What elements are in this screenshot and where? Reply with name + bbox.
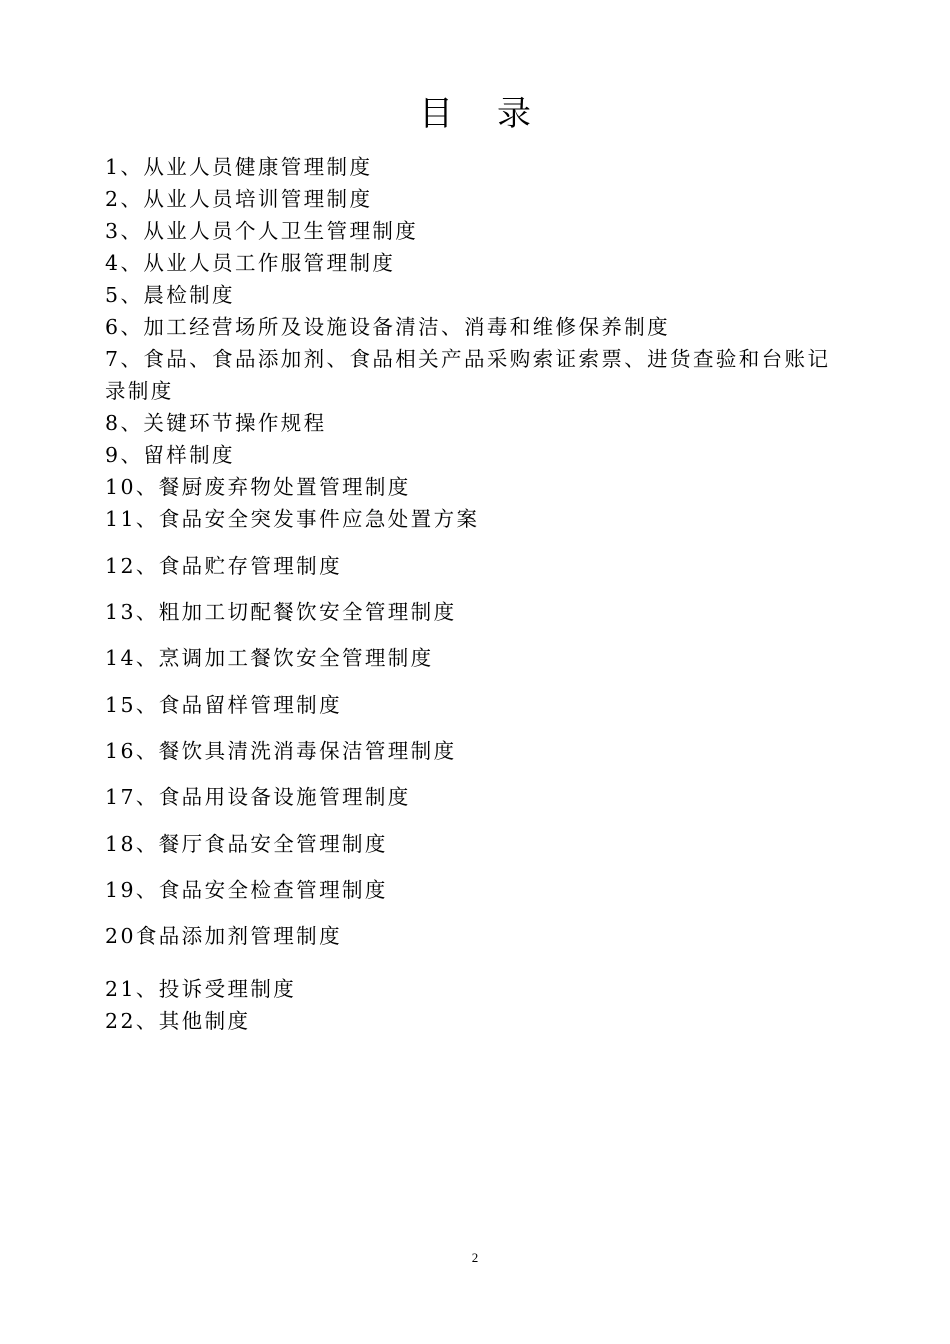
toc-entry-1: 1、从业人员健康管理制度 <box>105 155 373 179</box>
page-number: 2 <box>471 1250 479 1265</box>
toc-entry-10: 10、餐厨废弃物处置管理制度 <box>105 475 411 499</box>
toc-entry-3: 3、从业人员个人卫生管理制度 <box>105 219 419 243</box>
toc-entry-9: 9、留样制度 <box>105 443 235 467</box>
toc-entry-16: 16、餐饮具清洗消毒保洁管理制度 <box>105 739 457 763</box>
toc-entry-13: 13、粗加工切配餐饮安全管理制度 <box>105 600 457 624</box>
toc-entry-17: 17、食品用设备设施管理制度 <box>105 785 411 809</box>
toc-entry-5: 5、晨检制度 <box>105 283 235 307</box>
toc-entry-12: 12、食品贮存管理制度 <box>105 554 342 578</box>
toc-entry-8: 8、关键环节操作规程 <box>105 411 327 435</box>
toc-entry-4: 4、从业人员工作服管理制度 <box>105 251 396 275</box>
toc-entry-6: 6、加工经营场所及设施设备清洁、消毒和维修保养制度 <box>105 315 671 339</box>
toc-entry-15: 15、食品留样管理制度 <box>105 693 342 717</box>
toc-entry-14: 14、烹调加工餐饮安全管理制度 <box>105 646 434 670</box>
toc-entry-22: 22、其他制度 <box>105 1009 251 1033</box>
toc-entry-19: 19、食品安全检查管理制度 <box>105 878 388 902</box>
toc-entry-11: 11、食品安全突发事件应急处置方案 <box>105 507 480 531</box>
toc-title: 目录 <box>419 94 575 134</box>
toc-entry-21: 21、投诉受理制度 <box>105 977 297 1001</box>
toc-entry-18: 18、餐厅食品安全管理制度 <box>105 832 388 856</box>
toc-entry-7: 7、食品、食品添加剂、食品相关产品采购索证索票、进货查验和台账记录制度 <box>105 347 831 403</box>
toc-entry-2: 2、从业人员培训管理制度 <box>105 187 373 211</box>
toc-entry-20: 20食品添加剂管理制度 <box>105 924 342 948</box>
